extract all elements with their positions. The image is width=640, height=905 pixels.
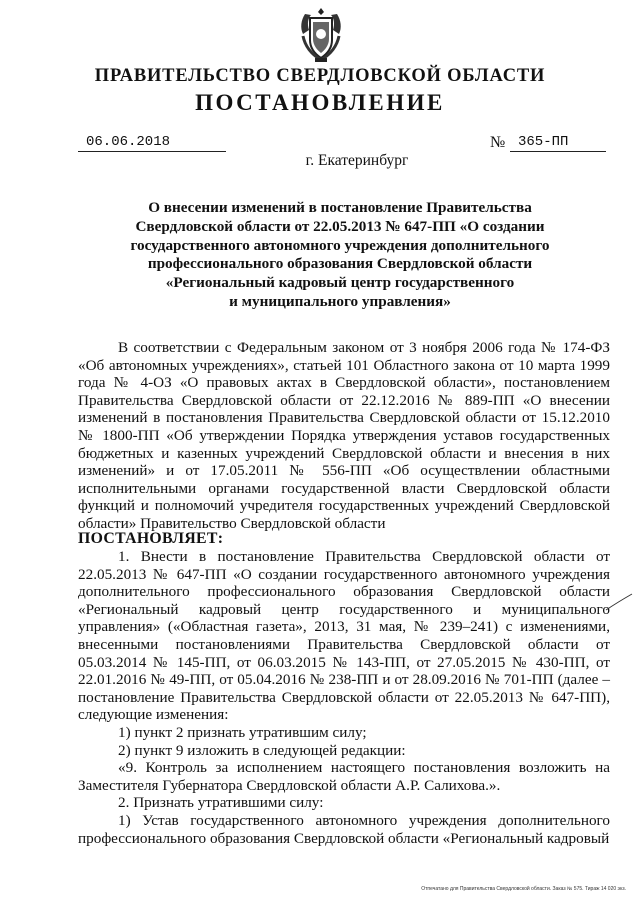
document-date: 06.06.2018: [78, 134, 226, 152]
document-type: ПОСТАНОВЛЕНИЕ: [195, 90, 445, 115]
item-2: 2. Признать утратившими силу:: [118, 794, 324, 812]
coat-of-arms-emblem: [297, 6, 345, 64]
title-line: О внесении изменений в постановление Правительства: [148, 199, 532, 216]
city: г. Екатеринбург: [305, 152, 409, 169]
title-line: и муниципального управления»: [229, 292, 451, 310]
document-number: 365-ПП: [510, 134, 606, 152]
print-footer: Отпечатано для Правительства Свердловской области. Заказ № 575. Тираж 14 020 экз.: [421, 886, 626, 892]
number-sign: №: [490, 134, 506, 151]
title-line: «Региональный кадровый центр государственного: [165, 274, 515, 292]
title-line: профессионального образования Свердловской области: [147, 255, 533, 273]
item-1: 1. Внести в постановление Правительства Свердловской области от 22.05.2013 № 647-ПП «О создании государственного автономного учреждения дополнительного профессионального образования Свердловской области «Региональный кадровый центр государственного и муниципального управления» («Областная газета», 2013, 31 мая, № 239–241) с изменениями, внесенными постановлениями Правительства Свердловской области от 05.03.2014 № 145-ПП, от 06.03.2015 № 143-ПП, от 27.05.2015 № 430-ПП, от 22.01.2016 № 49-ПП, от 05.04.2016 № 238-ПП и от 28.09.2016 № 701-ПП (далее – постановление Правительства Свердловской области от 22.05.2013 № 647-ПП), следующие изменения:: [78, 548, 610, 724]
preamble-block: [78, 339, 610, 533]
item-1-2: 2) пункт 9 изложить в следующей редакции:: [118, 741, 406, 759]
organization-name: ПРАВИТЕЛЬСТВО СВЕРДЛОВСКОЙ ОБЛАСТИ: [94, 66, 546, 86]
title-line: Свердловской области от 22.05.2013 № 647-ПП «О создании: [135, 217, 545, 235]
resolves-heading: ПОСТАНОВЛЯЕТ:: [78, 530, 224, 547]
pen-check-mark: [604, 592, 634, 612]
document-title: [120, 199, 560, 312]
item-2-1: 1) Устав государственного автономного учреждения дополнительного профессионального образования Свердловской области «Региональный кадровый: [78, 811, 610, 847]
title-line: государственного автономного учреждения дополнительного: [130, 236, 550, 254]
item-1-2-text: «9. Контроль за исполнением настоящего постановления возложить на Заместителя Губернатора Свердловской области А.Р. Салихова.».: [78, 759, 610, 794]
resolution-items: [78, 548, 610, 847]
preamble-paragraph: В соответствии с Федеральным законом от 3 ноября 2006 года № 174-ФЗ «Об автономных учреждениях», статьей 101 Областного закона от 10 марта 1999 года № 4-ОЗ «О правовых актах в Свердловской области», постановлением Правительства Свердловской области от 22.12.2016 № 889-ПП «О внесении изменений в постановления Правительства Свердловской области от 15.12.2010 № 1800-ПП «Об утверждении Порядка утверждения уставов государственных бюджетных и казенных учреждений Свердловской области и внесения в них изменений» и от 17.05.2011 № 556-ПП «Об осуществлении областными исполнительными органами государственной власти Свердловской области функций и полномочий учредителя государственных учреждений Свердловской области» Правительство Свердловской области: [78, 339, 610, 532]
item-1-1: 1) пункт 2 признать утратившим силу;: [118, 723, 367, 741]
